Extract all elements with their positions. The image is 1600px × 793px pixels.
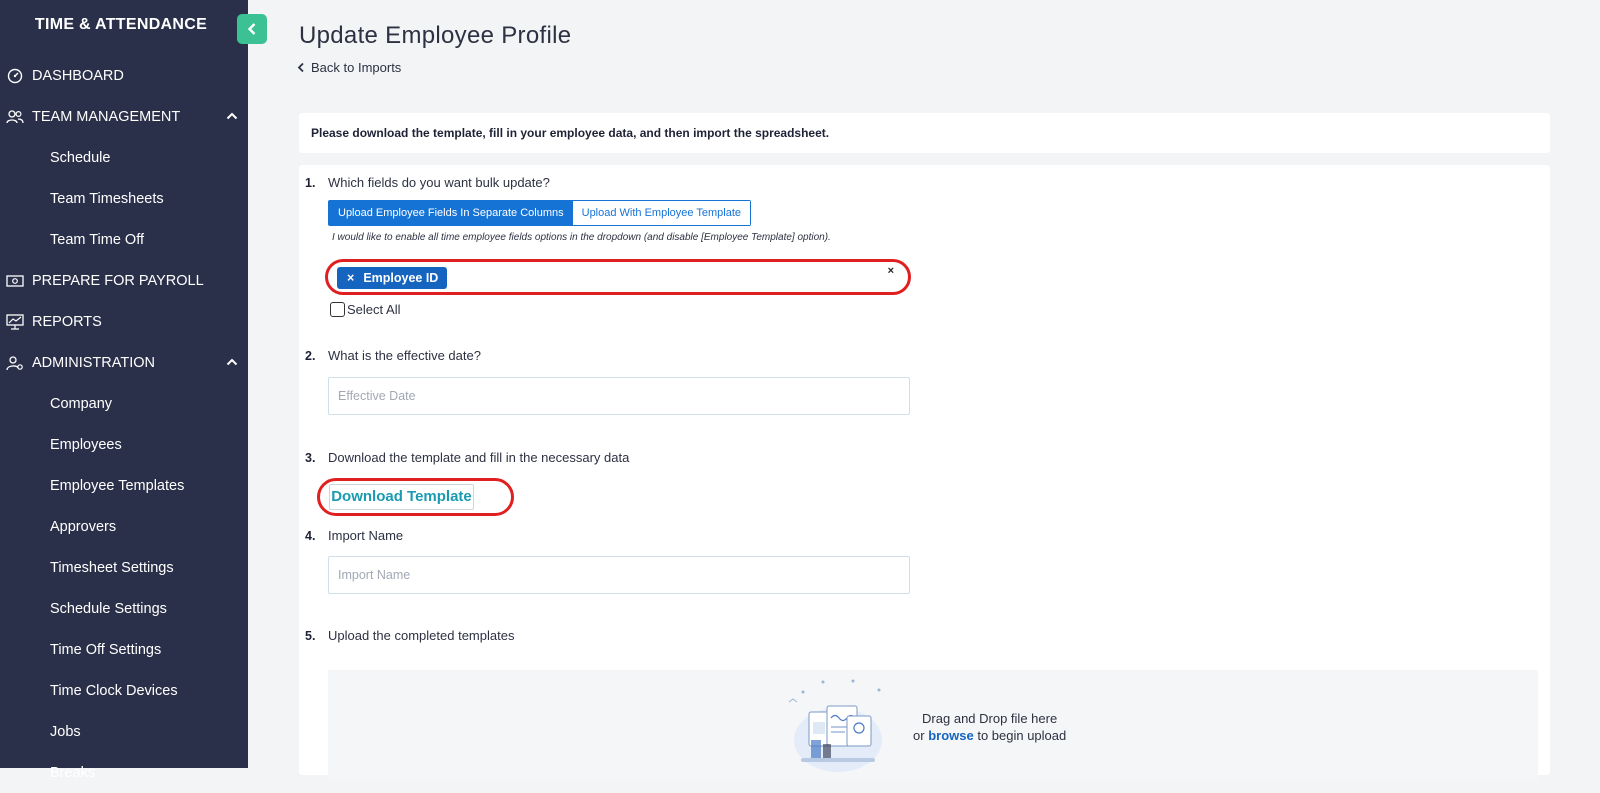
chevron-up-icon[interactable] <box>226 355 238 371</box>
download-template-button[interactable]: Download Template <box>329 484 474 510</box>
sidebar-item-prepare-for-payroll[interactable] <box>0 260 248 301</box>
sidebar-item-label: Employees <box>50 436 122 453</box>
tag-label: Employee ID <box>363 271 439 285</box>
file-dropzone[interactable] <box>328 670 1538 780</box>
sidebar-nav <box>0 55 248 793</box>
sidebar-item-time-off-settings[interactable] <box>0 629 248 670</box>
drop-line: Drag and Drop file here <box>922 711 1058 726</box>
sidebar-item-label: Approvers <box>50 518 117 535</box>
sidebar-item-label: Breaks <box>50 764 96 781</box>
separate-columns-option[interactable]: Upload Employee Fields In Separate Columns <box>329 201 573 225</box>
reports-icon <box>6 313 24 331</box>
back-to-imports-link[interactable] <box>297 60 401 75</box>
step-label: Upload the completed templates <box>328 628 515 643</box>
sidebar-item-administration[interactable] <box>0 342 248 383</box>
browse-link[interactable]: browse <box>928 728 974 743</box>
sidebar-item-time-clock-devices[interactable] <box>0 670 248 711</box>
back-link-label: Back to Imports <box>311 60 402 75</box>
page-title: Update Employee Profile <box>299 22 572 49</box>
select-all-checkbox[interactable] <box>330 302 345 317</box>
step-label: Import Name <box>328 528 404 543</box>
sidebar-item-label: DASHBOARD <box>32 67 124 84</box>
sidebar-item-label: Company <box>50 395 113 412</box>
download-highlight <box>317 478 514 516</box>
step-number: 1. <box>305 176 316 190</box>
main-content <box>248 0 1600 768</box>
sidebar-item-approvers[interactable] <box>0 506 248 547</box>
step-label: Which fields do you want bulk update? <box>328 175 550 190</box>
sidebar-item-breaks[interactable] <box>0 752 248 793</box>
sidebar-item-label: Schedule Settings <box>50 600 167 617</box>
effective-date-input[interactable]: Effective Date <box>328 377 910 415</box>
sidebar-item-label: ADMINISTRATION <box>32 354 155 371</box>
upload-suffix-text: to begin upload <box>977 728 1067 743</box>
sidebar-item-label: Team Timesheets <box>50 190 164 207</box>
option-hint: I would like to enable all time employee fields options in the dropdown (and disable [Employee Template] option). <box>332 232 831 243</box>
upload-mode-toggle <box>328 200 751 226</box>
step-number: 4. <box>305 529 316 543</box>
step-number: 2. <box>305 349 316 363</box>
sidebar-item-team-time-off[interactable] <box>0 219 248 260</box>
dashboard-icon <box>6 67 24 85</box>
dropzone-text <box>913 710 1066 744</box>
remove-tag-icon[interactable]: × <box>347 271 355 285</box>
instructions-notice: Please download the template, fill in your employee data, and then import the spreadsheet. <box>299 113 1550 153</box>
sidebar-item-schedule-settings[interactable] <box>0 588 248 629</box>
sidebar-item-label: Employee Templates <box>50 477 185 494</box>
selected-field-tag <box>337 267 447 289</box>
sidebar-item-schedule[interactable] <box>0 137 248 178</box>
sidebar-item-employee-templates[interactable] <box>0 465 248 506</box>
step-number: 5. <box>305 629 316 643</box>
app-brand: TIME & ATTENDANCE <box>34 16 208 33</box>
sidebar-item-company[interactable] <box>0 383 248 424</box>
step-label: Download the template and fill in the necessary data <box>328 450 630 465</box>
sidebar-item-dashboard[interactable] <box>0 55 248 96</box>
sidebar-item-employees[interactable] <box>0 424 248 465</box>
sidebar-item-label: PREPARE FOR PAYROLL <box>32 272 204 289</box>
fields-multiselect[interactable] <box>325 259 911 295</box>
sidebar-item-label: TEAM MANAGEMENT <box>32 108 181 125</box>
admin-icon <box>6 354 24 372</box>
sidebar-item-label: REPORTS <box>32 313 102 330</box>
sidebar-item-jobs[interactable] <box>0 711 248 752</box>
step-number: 3. <box>305 451 316 465</box>
sidebar <box>0 0 248 781</box>
sidebar-item-label: Time Off Settings <box>50 641 162 658</box>
sidebar-item-team-management[interactable] <box>0 96 248 137</box>
money-icon <box>6 272 24 290</box>
clear-selection-icon[interactable]: × <box>887 265 894 277</box>
select-all-option[interactable] <box>330 302 400 317</box>
upload-illustration-icon <box>783 678 893 774</box>
or-text: or <box>913 728 925 743</box>
step-label: What is the effective date? <box>328 348 481 363</box>
browse-line <box>913 727 1066 744</box>
select-all-label: Select All <box>347 302 401 317</box>
sidebar-item-label: Team Time Off <box>50 231 145 248</box>
sidebar-item-reports[interactable] <box>0 301 248 342</box>
import-form-card <box>299 165 1550 775</box>
chevron-left-icon <box>297 62 305 73</box>
sidebar-item-label: Timesheet Settings <box>50 559 174 576</box>
sidebar-item-label: Time Clock Devices <box>50 682 178 699</box>
collapse-sidebar-button[interactable] <box>237 14 267 44</box>
chevron-left-icon <box>246 22 258 36</box>
sidebar-item-team-timesheets[interactable] <box>0 178 248 219</box>
chevron-up-icon[interactable] <box>226 109 238 125</box>
sidebar-item-timesheet-settings[interactable] <box>0 547 248 588</box>
team-icon <box>6 108 24 126</box>
sidebar-item-label: Jobs <box>50 723 81 740</box>
employee-template-option[interactable]: Upload With Employee Template <box>573 201 750 225</box>
sidebar-item-label: Schedule <box>50 149 111 166</box>
import-name-input[interactable]: Import Name <box>328 556 910 594</box>
